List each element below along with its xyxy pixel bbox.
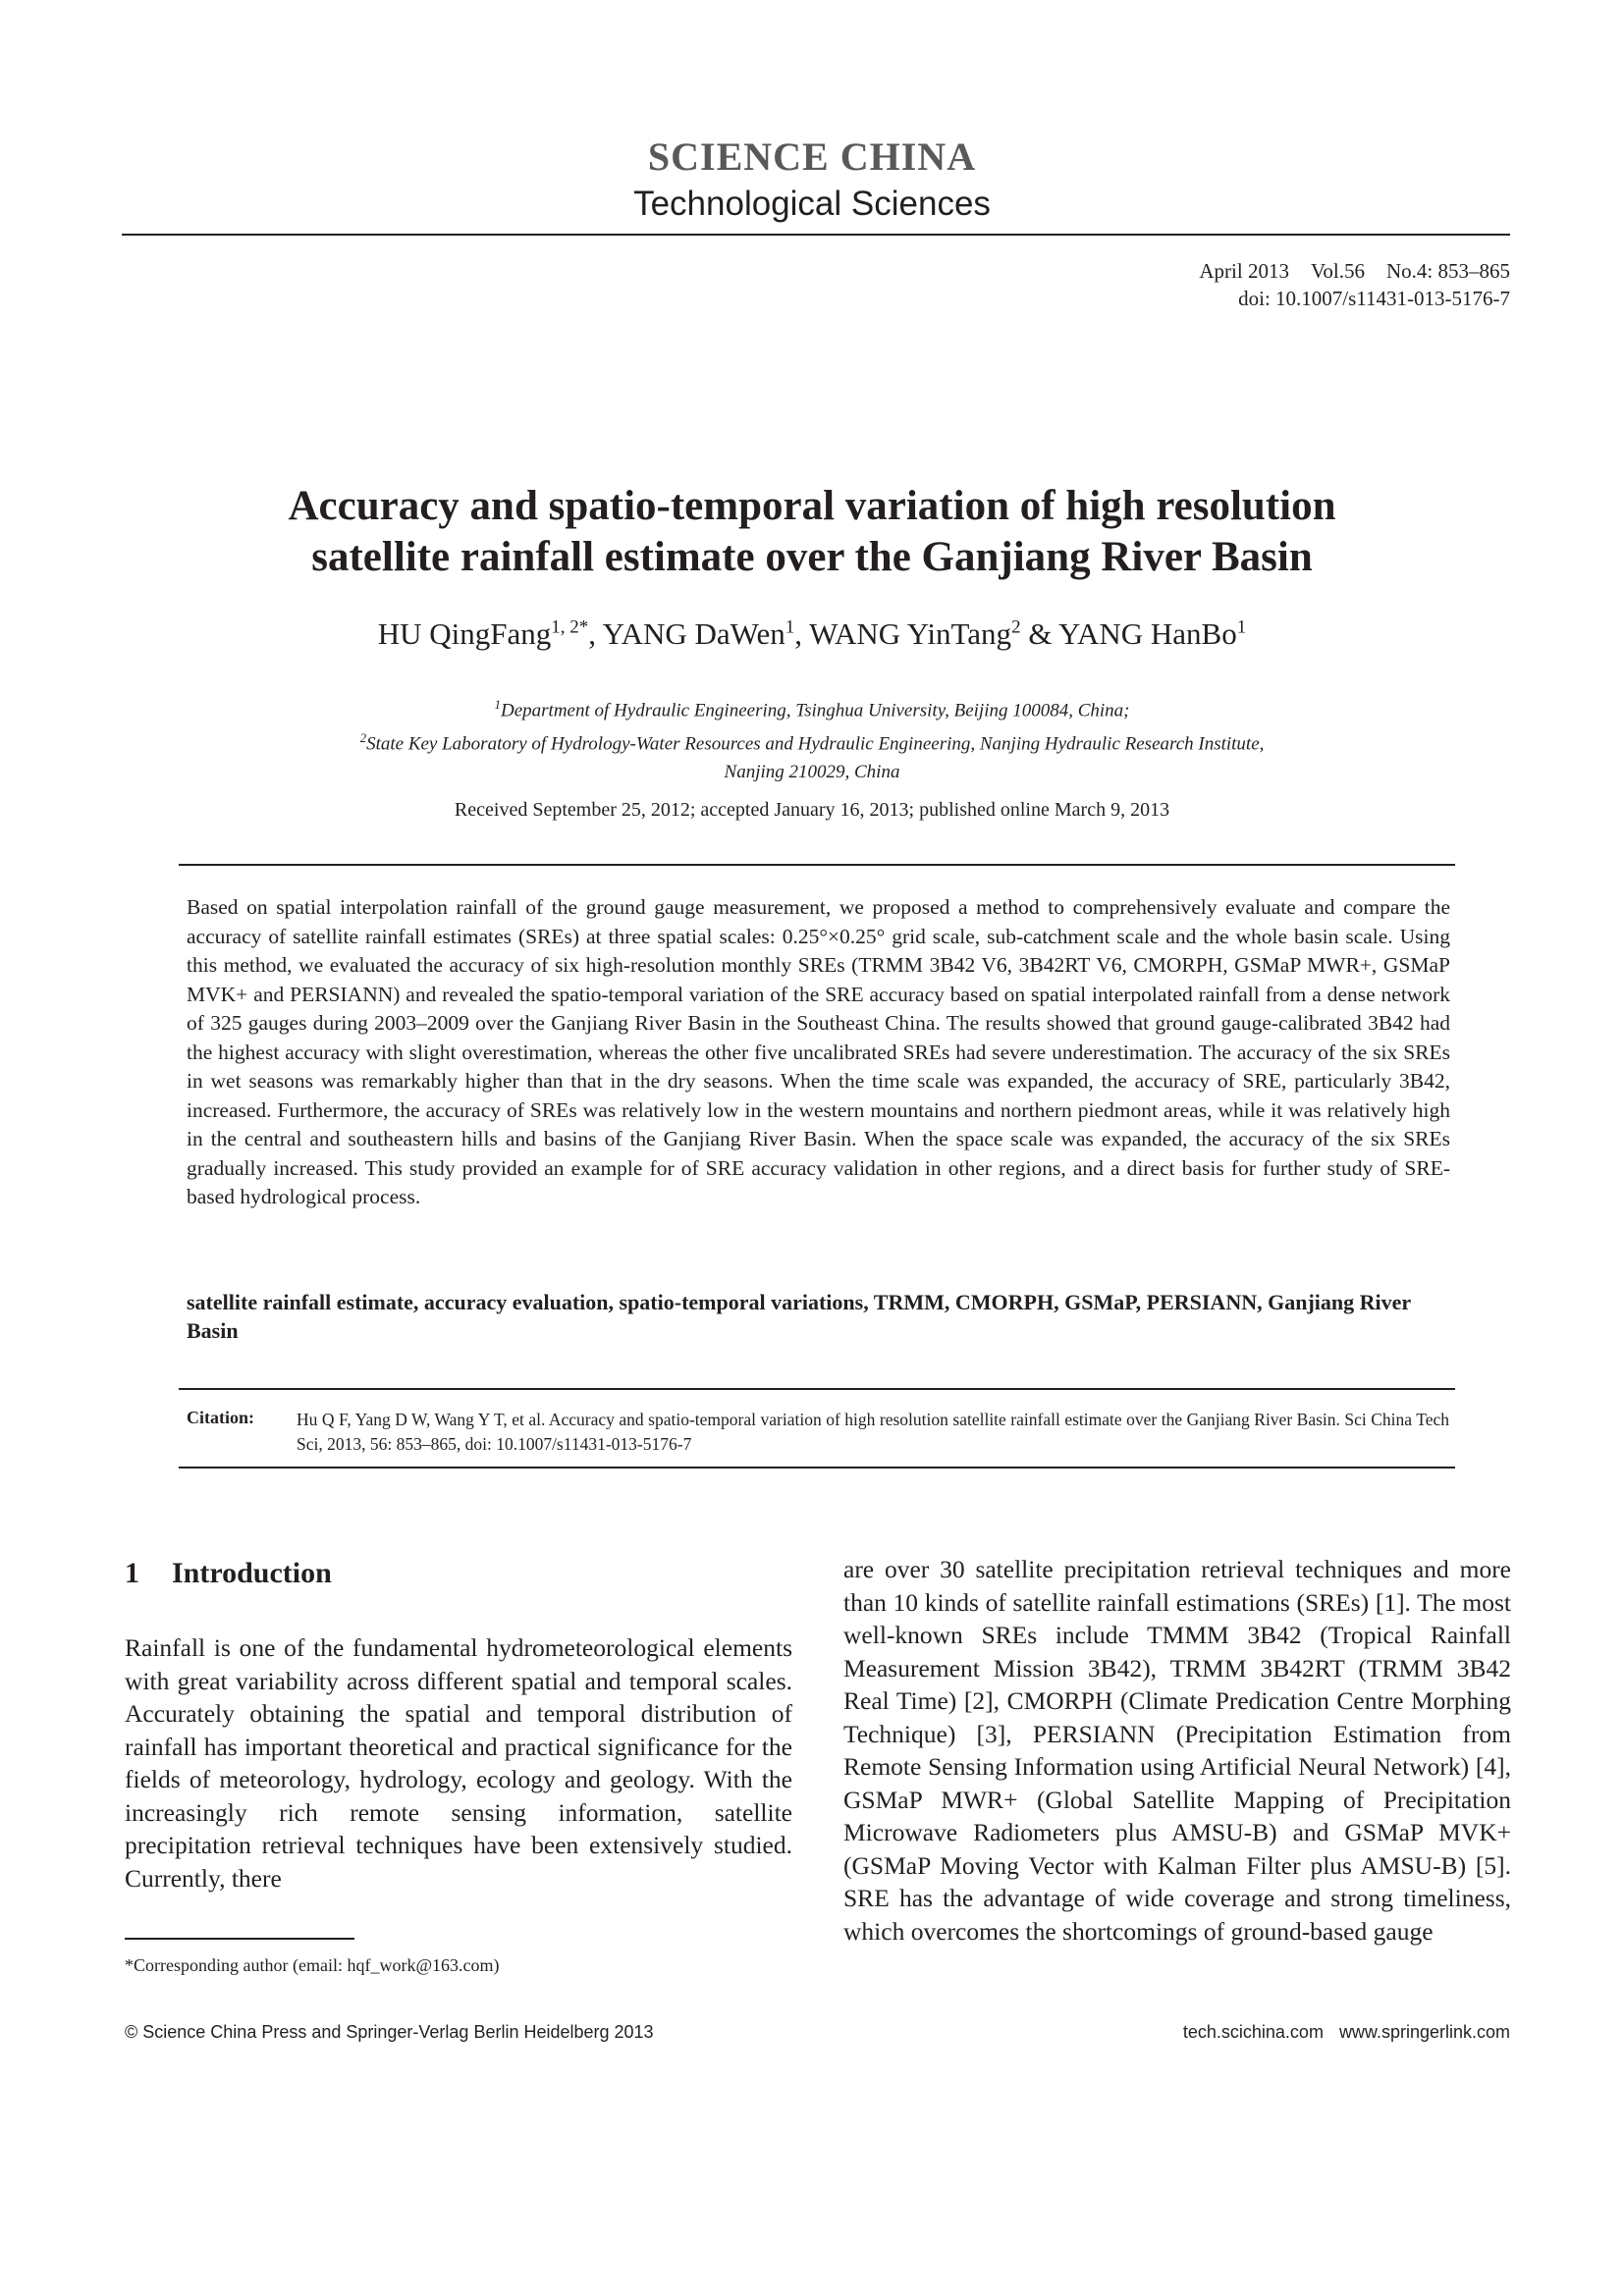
footer-link-springer[interactable]: www.springerlink.com bbox=[1338, 2022, 1510, 2042]
author-name: WANG YinTang bbox=[809, 616, 1012, 651]
affiliation-mark: 1 bbox=[494, 697, 501, 712]
journal-name: SCIENCE CHINA bbox=[647, 134, 977, 179]
citation-top-rule bbox=[179, 1388, 1455, 1390]
copyright: © Science China Press and Springer-Verlag Berlin Heidelberg 2013 bbox=[125, 2022, 654, 2042]
citation-bottom-rule bbox=[179, 1467, 1455, 1468]
title-line-1: Accuracy and spatio-temporal variation of high resolution bbox=[288, 483, 1336, 529]
issue-volume: Vol.56 bbox=[1310, 259, 1365, 283]
section-title: Introduction bbox=[172, 1557, 332, 1589]
footnote-rule bbox=[125, 1938, 354, 1940]
issue-date: April 2013 bbox=[1199, 259, 1289, 283]
section-number: 1 bbox=[125, 1557, 139, 1589]
article-title bbox=[147, 481, 1477, 583]
author-name: YANG DaWen bbox=[602, 616, 785, 651]
affiliation-line: $^2$State Key Laboratory of Hydrology-Water Resources and Hydraulic Engineering, Nanjing Hydraulic Research Institute, bbox=[359, 730, 1265, 755]
author-separator: & bbox=[1020, 616, 1059, 651]
author-affiliation-mark: 2 bbox=[1011, 616, 1021, 638]
abstract: Based on spatial interpolation rainfall of the ground gauge measurement, we proposed a method to comprehensively evaluate and compare the accuracy of satellite rainfall estimates (SREs) at three spatial scales: 0.25°×0.25° grid scale, sub-catchment scale and the whole basin scale. Using this method, we evaluated the accuracy of six high-resolution monthly SREs (TRMM 3B42 V6, 3B42RT V6, CMORPH, GSMaP MWR+, GSMaP MVK+ and PERSIANN) and revealed the spatio-temporal variation of the SRE accuracy based on spatial interpolated rainfall from a dense network of 325 gauges during 2003–2009 over the Ganjiang River Basin in the Southeast China. The results showed that ground gauge-calibrated 3B42 had the highest accuracy with slight overestimation, whereas the other five uncalibrated SREs had severe underestimation. The accuracy of the six SREs in wet seasons was remarkably higher than that in the dry seasons. When the time scale was expanded, the accuracy of SRE, particularly 3B42, increased. Furthermore, the accuracy of SREs was relatively low in the western mountains and northern piedmont areas, while it was relatively high in the central and southeastern hills and basins of the Ganjiang River Basin. When the space scale was expanded, the accuracy of the six SREs gradually increased. This study provided an example for of SRE accuracy validation in other regions, and a direct basis for further study of SRE-based hydrological process. bbox=[187, 895, 1450, 1208]
author-affiliation-mark: 1 bbox=[1236, 616, 1247, 638]
affiliation-line: $^1$Department of Hydraulic Engineering, Tsinghua University, Beijing 100084, China; bbox=[494, 697, 1130, 721]
author-affiliation-mark: 1, 2* bbox=[551, 616, 589, 638]
affiliations bbox=[196, 691, 1428, 786]
footer-link-journal[interactable]: tech.scichina.com bbox=[1182, 2022, 1324, 2042]
footer-links bbox=[1183, 2022, 1510, 2043]
keywords: satellite rainfall estimate, accuracy evaluation, spatio-temporal variations, TRMM, CMORPH, GSMaP, PERSIANN, Ganjiang River Basin bbox=[187, 1290, 1411, 1343]
abstract-top-rule bbox=[179, 864, 1455, 866]
received-dates: Received September 25, 2012; accepted January 16, 2013; published online March 9, 2013 bbox=[454, 799, 1170, 821]
issue-doi[interactable]: doi: 10.1007/s11431-013-5176-7 bbox=[1238, 287, 1510, 310]
author-name: HU QingFang bbox=[377, 616, 552, 651]
author-name: YANG HanBo bbox=[1058, 616, 1237, 651]
header-rule bbox=[122, 234, 1510, 236]
affiliation-line: Nanjing 210029, China bbox=[724, 761, 900, 782]
author-affiliation-mark: 1 bbox=[785, 616, 795, 638]
author-separator: , bbox=[588, 616, 603, 651]
journal-subtitle: Technological Sciences bbox=[633, 185, 991, 223]
issue-number: No.4: 853–865 bbox=[1386, 259, 1510, 283]
section-heading bbox=[125, 1557, 332, 1590]
author-separator: , bbox=[794, 616, 810, 651]
author-list bbox=[0, 616, 1624, 652]
citation-text: Hu Q F, Yang D W, Wang Y T, et al. Accuracy and spatio-temporal variation of high resolution satellite rainfall estimate over the Ganjiang River Basin. Sci China Tech Sci, 2013, 56: 853–865, doi: 10.1007/s11431-013-5176-7 bbox=[297, 1410, 1449, 1454]
citation-label: Citation: bbox=[187, 1408, 254, 1427]
body-column-left: Rainfall is one of the fundamental hydrometeorological elements with great variability across different spatial and temporal scales. Accurately obtaining the spatial and temporal distribution of rainfall has important theoretical and practical significance for the fields of meteorology, hydrology, ecology and geology. With the increasingly rich remote sensing information, satellite precipitation retrieval techniques have been extensively studied. Currently, there bbox=[125, 1633, 792, 1893]
footnote: *Corresponding author (email: hqf_work@163.com) bbox=[125, 1955, 500, 1975]
affiliation-mark: 2 bbox=[359, 730, 367, 746]
body-column-right: are over 30 satellite precipitation retrieval techniques and more than 10 kinds of satellite rainfall estimations (SREs) [1]. The most well-known SREs include TMMM 3B42 (Tropical Rainfall Measurement Mission 3B42), TRMM 3B42RT (TRMM 3B42 Real Time) [2], CMORPH (Climate Predication Centre Morphing Technique) [3], PERSIANN (Precipitation Estimation from Remote Sensing Information using Artificial Neural Network) [4], GSMaP MWR+ (Global Satellite Mapping of Precipitation Microwave Radiometers plus AMSU-B) and GSMaP MVK+ (GSMaP Moving Vector with Kalman Filter plus AMSU-B) [5]. SRE has the advantage of wide coverage and strong timeliness, which overcomes the shortcomings of ground-based gauge bbox=[843, 1555, 1511, 1946]
title-line-2: satellite rainfall estimate over the Ganjiang River Basin bbox=[311, 534, 1313, 580]
issue-info bbox=[1199, 257, 1510, 312]
